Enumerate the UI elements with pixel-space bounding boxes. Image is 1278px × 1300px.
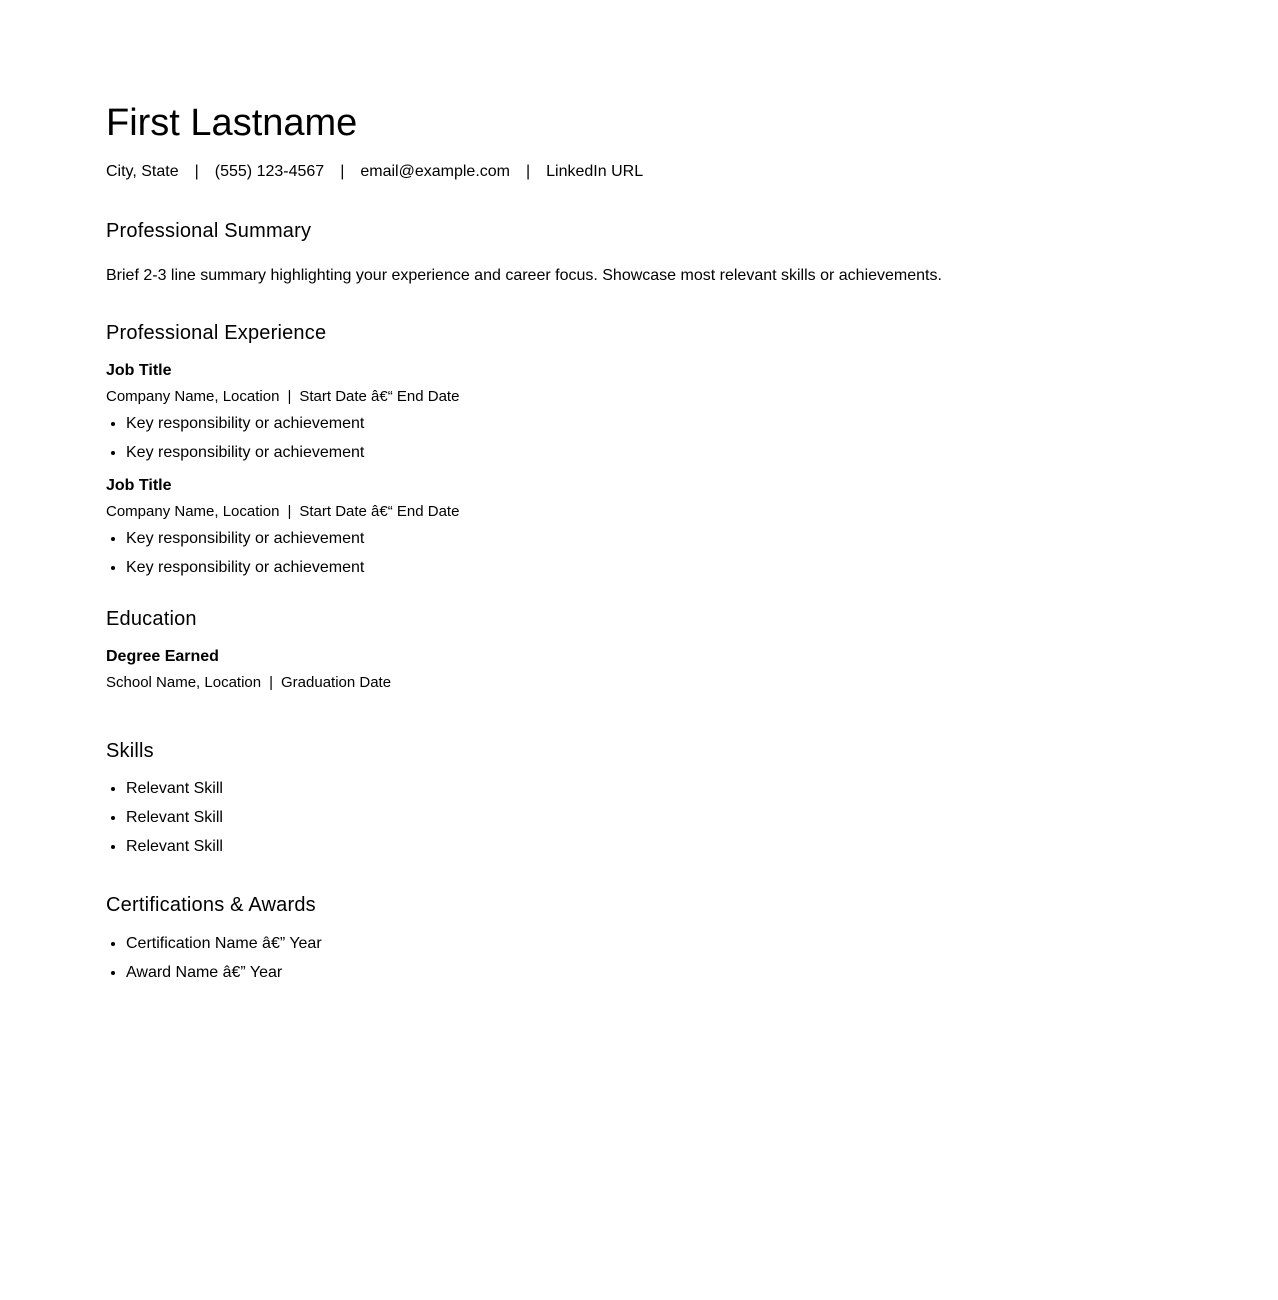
job-title: Job Title [106,362,172,379]
contact-email: email@example.com [360,163,510,180]
separator: | [525,163,531,180]
list-item: • Key responsibility or achievement [126,414,1166,434]
list-item: • Award Name â€” Year [126,963,1166,983]
list-item: • Certification Name â€” Year [126,934,1166,954]
graduation-date: Graduation Date [281,674,392,691]
section-heading-experience: Professional Experience [106,322,327,344]
list-item: • Relevant Skill [126,808,1166,828]
job-dates: Start Date â€“ End Date [299,388,460,405]
job-dates: Start Date â€“ End Date [299,503,460,520]
certifications-list [106,934,1166,983]
separator: | [269,674,273,691]
list-item: • Key responsibility or achievement [126,529,1166,549]
section-heading-education: Education [106,608,197,630]
job-bullets [106,414,1166,463]
job-meta [106,502,1166,522]
education-meta [106,673,1166,693]
separator: | [287,388,292,405]
contact-location: City, State [106,163,179,180]
candidate-name: First Lastname [106,102,358,144]
contact-line [106,162,1166,182]
section-heading-skills: Skills [106,740,154,762]
list-item: • Relevant Skill [126,779,1166,799]
job-title: Job Title [106,477,172,494]
job-entry [106,361,1166,463]
company: Company Name, Location [106,503,280,520]
separator: | [340,163,345,180]
list-item: • Relevant Skill [126,837,1166,857]
separator: | [287,503,292,520]
job-entry [106,476,1166,578]
section-heading-summary: Professional Summary [106,220,312,242]
summary-text: Brief 2-3 line summary highlighting your experience and career focus. Showcase most relevant skills or achievements. [106,267,942,284]
job-bullets [106,529,1166,578]
contact-linkedin: LinkedIn URL [546,163,644,180]
section-heading-certifications: Certifications & Awards [106,894,316,916]
contact-phone: (555) 123-4567 [214,163,325,180]
separator: | [194,163,199,180]
list-item: • Key responsibility or achievement [126,443,1166,463]
skills-list [106,779,1166,857]
company: Company Name, Location [106,388,280,405]
degree: Degree Earned [106,648,219,665]
school: School Name, Location [106,674,262,691]
resume [106,100,1166,992]
list-item: • Key responsibility or achievement [126,558,1166,578]
job-meta [106,387,1166,407]
